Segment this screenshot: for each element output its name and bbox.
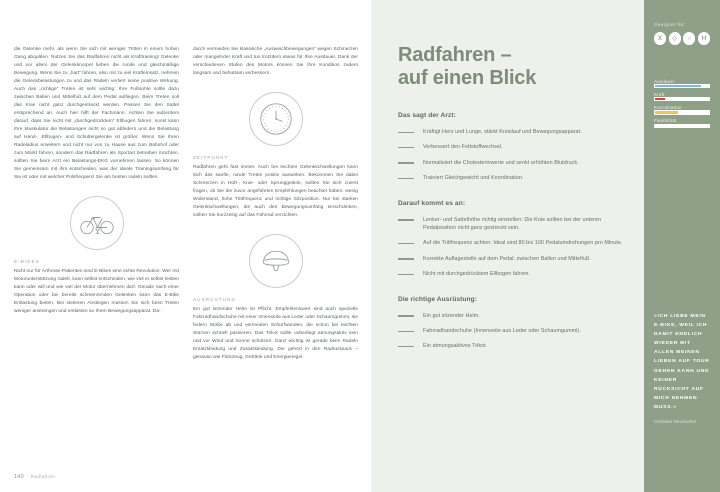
meter-ausdauer <box>654 79 710 89</box>
bullet-item <box>398 159 626 167</box>
page-number: 140 <box>14 474 24 480</box>
meter-label: Kraft <box>654 91 665 97</box>
bullet-text: Trainiert Gleichgewicht und Koordination. <box>423 175 524 182</box>
meter-koordination <box>654 105 710 115</box>
bullet-item <box>398 342 626 350</box>
summary-panel <box>372 0 644 492</box>
dash-marker-icon <box>398 331 414 332</box>
ebikes-paragraph: Nicht nur für Arthrose-Patienten sind E-Bikes eine echte Revolution. Wer mit Motorunterstützung radelt, kann selbst entscheiden, wie viel er selbst leisten kann oder will und wie viel der Motor übernehmen darf. Gerade nach einer Operation oder bei bereits schmerzenden Gelenken kann das E-Bike Entlastung bieten. Bei steileren Anstiegen müssen Sie sich beim Treten weniger anstrengen und entlasten so Ihren Bewegungsapparat. Da- <box>14 269 179 314</box>
helmet-icon <box>249 234 303 288</box>
dash-marker-icon <box>398 219 414 220</box>
quote-author: Christian Neureuther <box>654 419 697 425</box>
meter-label: Ausdauer <box>654 78 675 84</box>
bicycle-icon <box>70 196 124 250</box>
bullet-text: Auf die Trittfrequenz achten: Ideal sind 80 bis 100 Pedalumdrehungen pro Minute. <box>423 240 623 247</box>
bullet-item <box>398 255 626 263</box>
section-heading: Das sagt der Arzt: <box>398 112 456 119</box>
bullet-text: Verbessert den Fettstoffwechsel. <box>423 144 503 151</box>
text-columns <box>14 46 358 362</box>
bullet-text: Ein gut sitzender Helm. <box>423 312 480 319</box>
pull-quote: »ICH LIEBE MEIN E-BIKE, WEIL ICH DAMIT ENDLICH WIEDER MIT ALLEN MEINEN LIEBEN AUF TOUR GEHEN KANN UND KEINER RÜCKSICHT AUF MICH NEHMEN MUSS.« <box>654 314 710 410</box>
meter-track <box>654 84 710 88</box>
section-label-ebikes: E-BIKES <box>14 259 40 264</box>
bullet-item <box>398 239 626 247</box>
dash-marker-icon <box>398 346 414 347</box>
suitable-for-label: Geeignet für: <box>654 22 686 27</box>
bullet-text: Nicht mit durchgedrücktem Ellbogen fahren. <box>423 271 530 278</box>
ausruestung-paragraph: Ein gut sitzender Helm ist Pflicht. Empfehlenswert sind auch spezielle Fahrradhandschuhe mit einer Innenseite aus Leder oder Schaumgummi, sie federn Stöße ab und vermeiden Schürfwunden, die schon bei leichten Stürzen schnell passieren. Das Trikot sollte unbedingt atmungsaktiv sein und vor Wind und Sonne schützen. Ganz wichtig ist gerade beim Radeln Ersatzkleidung und Zusatzkleidung. Die gehört in den Radrucksack – genauso wie Flickzeug, Getränk und Energieriegel. <box>193 307 358 360</box>
page-footer <box>14 474 55 480</box>
hand-joint-icon: H <box>698 32 710 45</box>
attribute-meters <box>654 79 710 128</box>
dash-marker-icon <box>398 178 414 179</box>
bullet-list <box>398 216 626 279</box>
bullet-item <box>398 128 626 136</box>
meter-flexibilität <box>654 118 710 128</box>
column-two <box>193 46 358 362</box>
dash-marker-icon <box>398 147 414 148</box>
bullet-item <box>398 174 626 182</box>
column-two-paragraph: durch vermeiden Sie klassische „Ausweichbewegungen“ wegen Schmerzen oder mangelnder Kraft und tun trotzdem etwas für Ihre Ausdauer. Dank der verschiedenen Stufen des Motors können Sie Ihre Kondition zudem langsam und behutsam verbessern. <box>193 47 358 76</box>
dash-marker-icon <box>398 162 414 163</box>
summary-sections <box>398 112 626 351</box>
column-one <box>14 46 179 362</box>
meter-label: Flexibilität <box>654 118 677 124</box>
page-title: Radfahren – auf einen Blick <box>398 44 537 89</box>
bullet-text: Ein atmungsaktives Trikot. <box>423 343 488 350</box>
bullet-list <box>398 312 626 351</box>
meter-label: Koordination <box>654 104 682 110</box>
meter-fill <box>655 85 701 87</box>
meter-fill <box>655 98 665 100</box>
dash-marker-icon <box>398 258 414 259</box>
dash-marker-icon <box>398 274 414 275</box>
bullet-item <box>398 270 626 278</box>
quote-block <box>654 312 712 424</box>
bullet-item <box>398 143 626 151</box>
bullet-item <box>398 216 626 233</box>
section-label-ausruestung: AUSRÜSTUNG <box>193 297 237 302</box>
footer-chapter: Radfahren <box>30 474 56 479</box>
meter-track <box>654 124 710 128</box>
dash-marker-icon <box>398 132 414 133</box>
dash-marker-icon <box>398 243 414 244</box>
section-heading: Darauf kommt es an: <box>398 199 466 207</box>
joint-badges <box>654 32 710 45</box>
shoulder-joint-icon: ○ <box>683 32 695 45</box>
bullet-item <box>398 312 626 320</box>
bullet-text: Kräftigt Herz und Lunge, stärkt Kreislauf und Bewegungsapparat. <box>423 129 582 135</box>
right-page <box>372 0 720 492</box>
meter-fill <box>655 111 678 113</box>
section-label-zeitpunkt: ZEITPUNKT <box>193 155 229 160</box>
column-one-paragraph: die Gelenke mehr, als wenn Sie sich mit weniger Tritten in einem hohen Gang abquälen. Nutzen Sie das Radfahren nicht als Krafttraining! Gelenke und vor allem der Gelenkknorpel lieben die runde und gleichmäßige Bewegung. Wenn Sie zu „hart“ fahren, also mit zu viel Krafteinsatz, nehmen die Gelenkbelastungen zu und das Radeln verliert seine positive Wirkung. Auch das „richtige“ Treten ist sehr wichtig: Ihre Fußsohle sollte dazu zwischen Ballen und Mittelfuß auf dem Pedal aufliegen. Beim Treten soll das Knie nicht ganz durchgestreckt werden. Passen Sie den Sattel entsprechend an. Auch hier hilft der Fachmann. Achten Sie außerdem darauf, dass Sie nicht mit „durchgedrücktem“ Ellbogen fahren, sonst kann Ihre Muskulatur die Belastungen nicht so gut abfedern und die Belastung auf Hand-, Ellbogen- und Schultergelenke ist größer. Wenn Sie Ihren Radeladius erweitern und nicht nur von zu Hause aus zum Bahnhof oder zum Markt fahren, sondern das Radfahren als Sportart betreiben möchten, sollten Sie beim Arzt ein Belastungs-EKG vornehmen lassen. So können Sie gemeinsam mit ihm entscheiden, was der ideale Trainingsumfang für Sie ist oder mit welcher Pulsfrequenz Sie am besten radeln sollten. <box>14 47 179 180</box>
bullet-list <box>398 128 626 183</box>
clock-icon <box>249 92 303 146</box>
zeitpunkt-paragraph: Radfahren geht fast immer. Auch bei leichten Gelenkschwellungen kann sich das sanfte, runde Treten positiv auswirken. Bekommen Sie dabei Schmerzen in Hüft-, Knie- oder Sprunggelenk, sollten Sie sich zuerst fragen, ob Sie die zuvor angeführten Empfehlungen beachtet haben: wenig Widerstand, hohe Trittfrequenz und richtige Sitzposition. Nur bei starken Gelenkschwellungen, die auch den Bewegungsumfang einschränken, sollten Sie kurzzeitig auf das Fahrrad verzichten. <box>193 165 358 218</box>
section-heading: Die richtige Ausrüstung: <box>398 295 478 303</box>
bullet-text: Fahrradhandschuhe (Innenseite aus Leder oder Schaumgummi). <box>423 328 581 335</box>
bullet-text: Lenker- und Sattelhöhe richtig einstellen: Die Knie sollten bei der unteren Pedalposition nicht ganz gestreckt sein. <box>423 216 602 232</box>
knee-joint-icon: ◇ <box>669 32 681 45</box>
hip-joint-icon: X <box>654 32 666 45</box>
bullet-item <box>398 327 626 335</box>
meter-kraft <box>654 92 710 102</box>
bullet-text: Korrekte Auflagestelle auf dem Pedal: zwischen Ballen und Mittelfuß. <box>423 255 591 262</box>
bullet-text: Normalisiert die Cholesterinwerte und senkt erhöhten Blutdruck. <box>423 159 579 166</box>
info-sidebar <box>644 0 720 492</box>
meter-track <box>654 97 710 101</box>
meter-track <box>654 110 710 114</box>
dash-marker-icon <box>398 315 414 316</box>
